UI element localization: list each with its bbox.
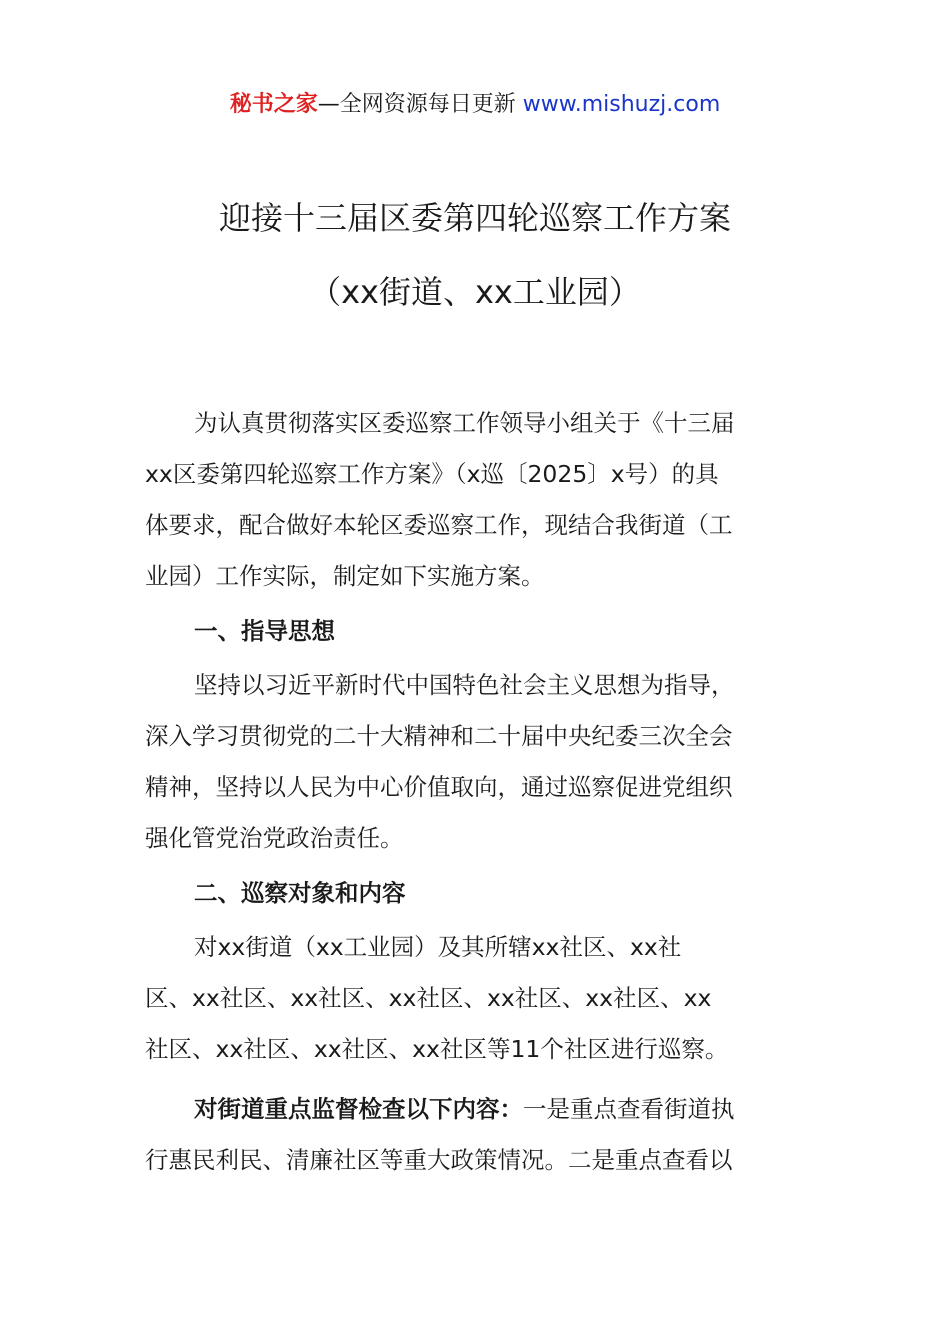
intro-line-2: xx区委第四轮巡察工作方案》（x巡〔2025〕x号）的具 — [145, 460, 719, 488]
site-header — [0, 88, 950, 122]
focus-label: 对街道重点监督检查以下内容： — [194, 1095, 523, 1123]
document-title: 迎接十三届区委第四轮巡察工作方案 — [218, 199, 731, 237]
brand-name: 秘书之家 — [229, 92, 318, 117]
section2-line-3: 社区、xx社区、xx社区、xx社区等11个社区进行巡察。 — [145, 1035, 729, 1063]
intro-line-4: 业园）工作实际，制定如下实施方案。 — [145, 562, 545, 590]
document-subtitle: （xx街道、xx工业园） — [309, 273, 641, 311]
section1-line-3: 精神，坚持以人民为中心价值取向，通过巡察促进党组织 — [145, 773, 733, 801]
header-tagline: —全网资源每日更新 — [317, 92, 523, 117]
section1-line-1: 坚持以习近平新时代中国特色社会主义思想为指导， — [194, 671, 735, 699]
site-url-link[interactable]: www.mishuzj.com — [522, 92, 721, 117]
intro-line-3: 体要求，配合做好本轮区委巡察工作，现结合我街道（工 — [145, 511, 733, 539]
section1-line-4: 强化管党治党政治责任。 — [145, 824, 404, 852]
document-body — [145, 398, 805, 1186]
section-heading-inspection-targets: 二、巡察对象和内容 — [194, 879, 406, 907]
focus-text: 一是重点查看街道执 — [523, 1095, 735, 1123]
section1-line-2: 深入学习贯彻党的二十大精神和二十届中央纪委三次全会 — [145, 722, 733, 750]
section-heading-guiding-thought: 一、指导思想 — [194, 617, 335, 645]
intro-line-1: 为认真贯彻落实区委巡察工作领导小组关于《十三届 — [194, 409, 735, 437]
section2-focus-line-1 — [145, 1084, 805, 1135]
section2-focus-line-2: 行惠民利民、清廉社区等重大政策情况。二是重点查看以 — [145, 1146, 733, 1174]
section2-line-2: 区、xx社区、xx社区、xx社区、xx社区、xx社区、xx — [145, 984, 712, 1012]
section2-line-1: 对xx街道（xx工业园）及其所辖xx社区、xx社 — [194, 933, 682, 961]
